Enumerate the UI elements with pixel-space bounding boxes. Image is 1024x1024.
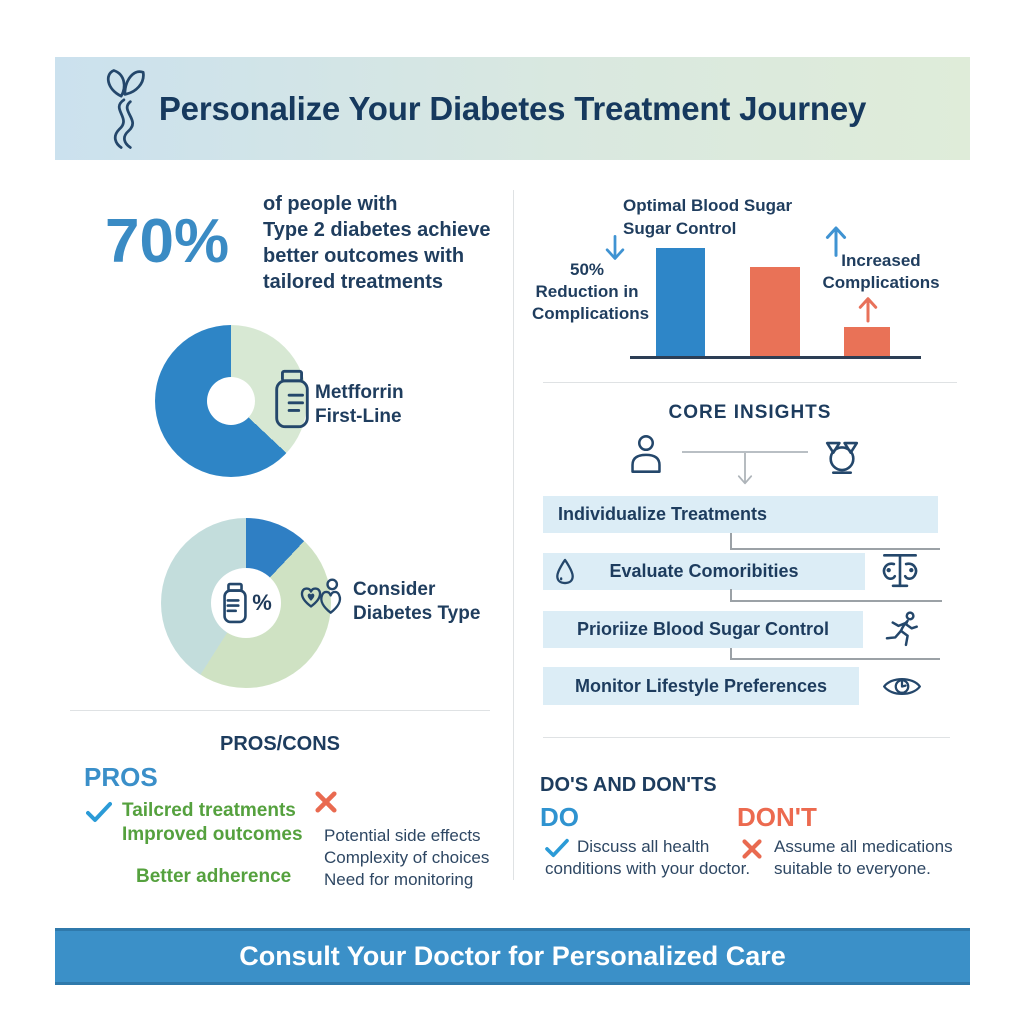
connector-line: [730, 533, 732, 549]
pill-bottle-icon: [220, 578, 250, 628]
insight-row-blood-sugar: [543, 611, 863, 648]
hearts-icon: [300, 576, 344, 618]
droplet-icon: [555, 557, 575, 586]
bar-poor: [844, 327, 890, 356]
bar-chart-baseline: [630, 356, 921, 359]
check-icon: [545, 838, 569, 858]
header-band: [55, 57, 970, 160]
donut-center-percent: %: [252, 590, 272, 615]
insight-row-individualize: [543, 496, 938, 533]
section-divider: [70, 710, 490, 711]
donut-hole: [207, 377, 255, 425]
insight-row-comorbidities: [543, 553, 865, 590]
dont-text-line: suitable to everyone.: [774, 859, 931, 878]
footer-banner: [55, 928, 970, 985]
page-title: Personalize Your Diabetes Treatment Journey: [158, 89, 867, 127]
bar-chart-title: Optimal Blood Sugar Sugar Control: [623, 196, 793, 238]
donut-metformin-label: Metfforrin First-Line: [315, 382, 404, 427]
connector-line: [730, 658, 940, 660]
x-icon: [315, 791, 337, 813]
stat-70-text: of people with Type 2 diabetes achieve better outcomes with tailored treatments: [263, 193, 491, 293]
donut-type-label: Consider Diabetes Type: [353, 579, 481, 624]
connector-line: [730, 548, 940, 550]
bar-chart-right-annotation: Increased Complications: [822, 251, 940, 292]
dont-title: DON'T: [737, 802, 817, 832]
down-arrow-icon: [737, 453, 753, 487]
column-divider: [513, 190, 514, 880]
kidneys-icon: [878, 551, 922, 591]
pros-cons-heading: PROS/CONS: [219, 733, 341, 755]
x-icon: [742, 839, 762, 859]
insight-label: Prioriize Blood Sugar Control: [576, 619, 829, 639]
section-divider: [543, 382, 957, 383]
bar-chart-left-annotation: 50% Reduction in Complications: [532, 260, 650, 323]
bar-chart: [630, 248, 922, 356]
person-icon: [630, 434, 662, 474]
insight-label: Individualize Treatments: [558, 504, 768, 524]
cons-item: Potential side effects: [324, 826, 481, 845]
insight-label: Evaluate Comoribities: [609, 561, 799, 581]
cons-item: Need for monitoring: [324, 870, 474, 889]
insight-row-lifestyle: [543, 667, 859, 705]
sprout-icon: [93, 65, 153, 153]
pros-item: Improved outcomes: [122, 824, 303, 845]
pill-bottle-icon: [270, 368, 314, 430]
bar-moderate: [750, 267, 800, 356]
dont-text-line: Assume all medications: [774, 837, 953, 856]
runner-icon: [882, 611, 920, 649]
pros-item: Better adherence: [136, 866, 292, 887]
stat-70-value: 70%: [105, 207, 230, 276]
connector-line: [730, 600, 942, 602]
do-text-line: conditions with your doctor.: [545, 859, 751, 878]
dos-donts-heading: DO'S AND DON'TS: [540, 774, 717, 796]
pros-item: Tailcred treatments: [122, 800, 296, 821]
section-divider: [543, 737, 950, 738]
footer-text: Consult Your Doctor for Personalized Care: [239, 941, 786, 971]
scale-icon: [822, 436, 862, 478]
bar-optimal: [656, 248, 705, 356]
core-insights-heading: CORE INSIGHTS: [668, 402, 832, 423]
cons-item: Complexity of choices: [324, 848, 490, 867]
insight-label: Monitor Lifestyle Preferences: [574, 675, 828, 696]
do-text-line: Discuss all health: [577, 837, 710, 856]
do-title: DO: [540, 802, 579, 832]
donut-hole: [211, 568, 281, 638]
eye-clock-icon: [882, 674, 922, 699]
pros-title: PROS: [84, 762, 158, 792]
check-icon: [86, 801, 112, 823]
